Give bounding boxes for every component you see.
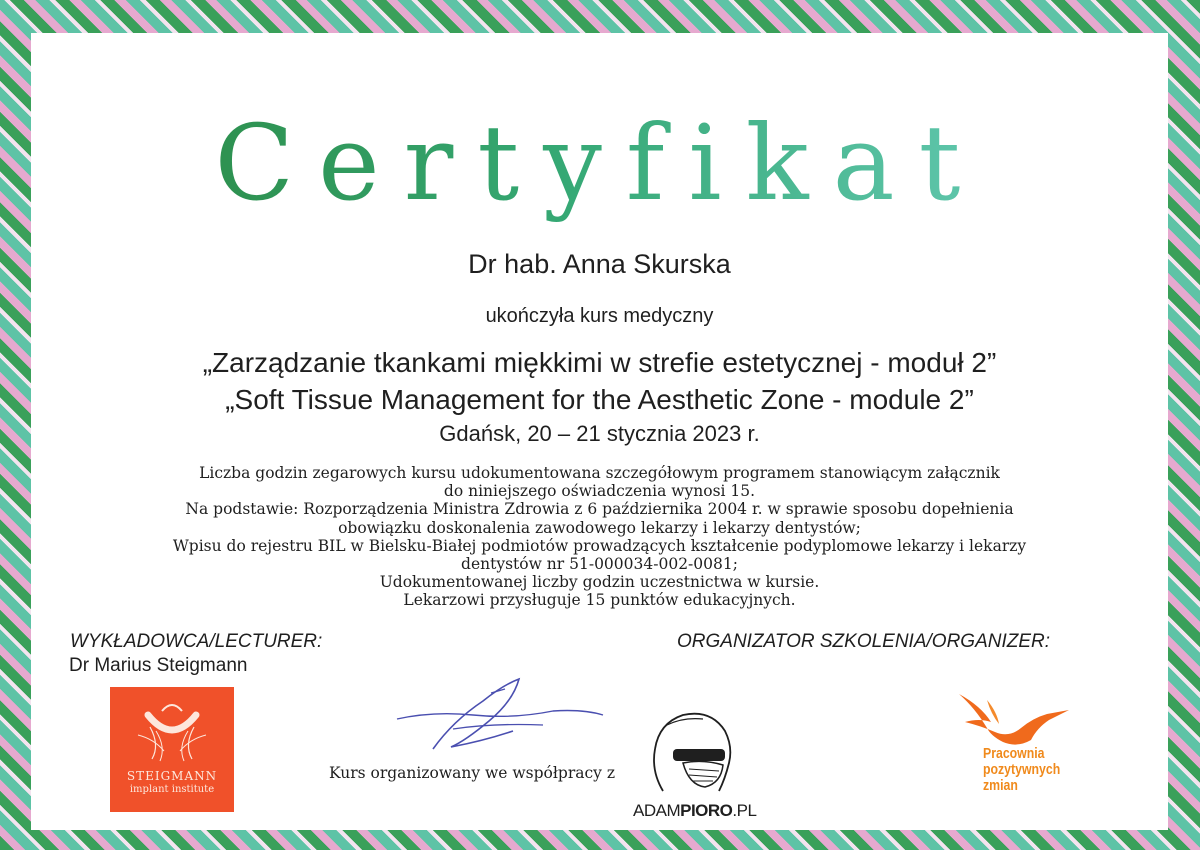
recipient-name: Dr hab. Anna Skurska [468, 249, 731, 279]
masked-head-icon [633, 701, 743, 801]
title-text: Certyfikat [214, 102, 985, 224]
adampioro-wordmark [633, 801, 757, 821]
steigmann-logo [110, 687, 234, 812]
completion-statement: ukończyła kurs medyczny [485, 305, 714, 327]
course-title-en: „Soft Tissue Management for the Aesthetic Zone - module 2” [225, 384, 974, 415]
steigmann-wordmark [110, 769, 234, 797]
certificate-title [31, 103, 1168, 223]
place-and-date: Gdańsk, 20 – 21 stycznia 2023 r. [439, 421, 760, 446]
pracownia-line2: pozytywnych [983, 761, 1061, 778]
course-title-pl: „Zarządzanie tkankami miękkimi w strefie estetycznej - moduł 2” [202, 347, 997, 378]
details-line: Udokumentowanej liczby godzin uczestnictwa w kursie. [379, 573, 820, 592]
pracownia-wordmark [983, 746, 1073, 794]
pracownia-line1: Pracownia [983, 745, 1045, 762]
details-line: Lekarzowi przysługuje 15 punktów edukacyjnych. [403, 591, 796, 610]
details-line: Na podstawie: Rozporządzenia Ministra Zdrowia z 6 października 2004 r. w sprawie sposobu dopełnienia [185, 500, 1014, 519]
course-details [31, 464, 1168, 610]
details-line: obowiązku doskonalenia zawodowego lekarzy i lekarzy dentystów; [338, 518, 861, 537]
adampioro-part1: ADAM [633, 801, 681, 820]
organizer-label: ORGANIZATOR SZKOLENIA/ORGANIZER: [677, 631, 1051, 652]
lecturer-name: Dr Marius Steigmann [69, 655, 248, 676]
details-line: Liczba godzin zegarowych kursu udokumentowana szczegółowym programem stanowiącym załącznik [199, 464, 1000, 482]
details-line: Wpisu do rejestru BIL w Bielsku-Białej podmiotów prowadzących kształcenie podyplomowe lekarzy i lekarzy [172, 536, 1027, 555]
certificate-body [31, 33, 1168, 830]
hummingbird-icon [951, 688, 1081, 748]
pracownia-logo [951, 688, 1081, 818]
details-line: do niniejszego oświadczenia wynosi 15. [443, 482, 756, 501]
lecturer-label: WYKŁADOWCA/LECTURER: [70, 631, 323, 652]
signature-image [393, 671, 613, 761]
cooperation-text: Kurs organizowany we współpracy z [329, 764, 616, 782]
pracownia-line3: zmian [983, 777, 1018, 794]
steigmann-subtitle: implant institute [129, 784, 215, 795]
steigmann-emblem-icon [110, 687, 234, 767]
adampioro-part2: PIORO [680, 801, 733, 820]
details-line: dentystów nr 51-000034-002-0081; [461, 555, 738, 574]
adampioro-part3: .PL [732, 801, 757, 820]
steigmann-name: STEIGMANN [126, 769, 218, 783]
adampioro-logo [633, 701, 757, 826]
